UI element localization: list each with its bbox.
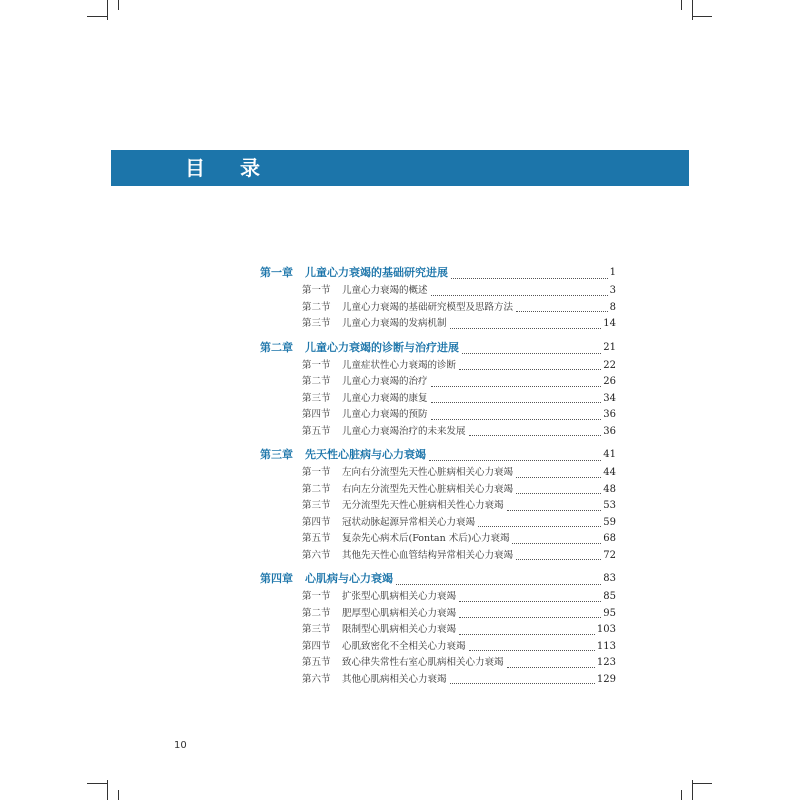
crop-mark-top-left-v2 xyxy=(118,0,119,10)
leader-dots xyxy=(478,526,601,527)
toc-section-entry[interactable] xyxy=(260,465,616,482)
crop-mark-top-left-h xyxy=(87,16,107,17)
section-number: 第四节 xyxy=(302,516,331,528)
toc-section-entry[interactable] xyxy=(260,589,616,606)
section-label xyxy=(302,606,456,623)
leader-dots xyxy=(459,601,601,602)
toc-section-entry[interactable] xyxy=(260,283,616,300)
section-page: 59 xyxy=(603,516,616,528)
leader-dots xyxy=(507,667,595,668)
section-title: 复杂先心病术后(Fontan 术后)心力衰竭 xyxy=(342,533,510,544)
leader-dots xyxy=(431,295,608,296)
leader-dots xyxy=(451,278,608,279)
section-page: 68 xyxy=(603,533,616,544)
leader-dots xyxy=(462,353,601,354)
section-label xyxy=(302,424,466,441)
leader-dots xyxy=(516,311,608,312)
leader-dots xyxy=(450,328,602,329)
crop-mark-bottom-left-v xyxy=(107,780,108,800)
section-number: 第一节 xyxy=(302,285,331,296)
section-title: 儿童心力衰竭的治疗 xyxy=(342,376,428,387)
section-number: 第二节 xyxy=(302,607,331,619)
section-number: 第一节 xyxy=(302,359,331,371)
chapter-title: 儿童心力衰竭的基础研究进展 xyxy=(305,266,448,279)
leader-dots xyxy=(396,584,601,585)
toc-chapter-entry[interactable] xyxy=(260,338,616,358)
section-number: 第二节 xyxy=(302,483,331,495)
section-number: 第五节 xyxy=(302,533,331,544)
crop-mark-top-left-v xyxy=(107,0,108,20)
section-label xyxy=(302,300,513,317)
section-page: 48 xyxy=(603,483,616,495)
leader-dots xyxy=(459,634,595,635)
table-of-contents xyxy=(260,263,616,688)
section-title: 儿童心力衰竭的发病机制 xyxy=(342,318,447,329)
chapter-number: 第一章 xyxy=(260,266,293,279)
chapter-page: 41 xyxy=(603,449,616,460)
section-number: 第三节 xyxy=(302,624,331,635)
crop-mark-bottom-left-h xyxy=(87,783,107,784)
toc-section-entry[interactable] xyxy=(260,424,616,441)
section-title: 肥厚型心肌病相关心力衰竭 xyxy=(342,607,457,619)
section-label xyxy=(302,391,428,408)
section-label xyxy=(302,622,456,639)
leader-dots xyxy=(516,477,601,478)
section-page: 14 xyxy=(603,318,616,329)
section-title: 其他先天性心血管结构异常相关心力衰竭 xyxy=(342,549,514,561)
section-page: 22 xyxy=(603,359,616,371)
leader-dots xyxy=(459,617,601,618)
section-page: 72 xyxy=(603,549,616,561)
section-label xyxy=(302,548,513,565)
section-title: 冠状动脉起源异常相关心力衰竭 xyxy=(342,516,476,528)
section-title: 其他心肌病相关心力衰竭 xyxy=(342,673,447,685)
crop-mark-top-right-v2 xyxy=(681,0,682,10)
page-number: 10 xyxy=(174,740,187,751)
leader-dots xyxy=(431,402,602,403)
section-label xyxy=(302,515,475,532)
toc-section-entry[interactable] xyxy=(260,498,616,515)
chapter-title: 儿童心力衰竭的诊断与治疗进展 xyxy=(305,340,459,354)
section-title: 儿童症状性心力衰竭的诊断 xyxy=(342,359,457,371)
chapter-label xyxy=(260,569,393,589)
crop-mark-bottom-right-v2 xyxy=(681,790,682,800)
section-title: 儿童心力衰竭的概述 xyxy=(342,285,428,296)
toc-section-entry[interactable] xyxy=(260,672,616,689)
section-number: 第一节 xyxy=(302,467,331,478)
crop-mark-top-right-v xyxy=(692,0,693,20)
leader-dots xyxy=(469,650,595,651)
section-label xyxy=(302,672,447,689)
section-label xyxy=(302,639,466,656)
leader-dots xyxy=(507,510,602,511)
section-label xyxy=(302,374,428,391)
section-title: 儿童心力衰竭治疗的未来发展 xyxy=(342,425,466,437)
chapter-title: 先天性心脏病与心力衰竭 xyxy=(305,448,426,461)
section-label xyxy=(302,482,513,499)
section-number: 第二节 xyxy=(302,301,331,313)
section-page: 123 xyxy=(596,657,616,668)
toc-section-entry[interactable] xyxy=(260,300,616,317)
leader-dots xyxy=(429,460,601,461)
toc-section-entry[interactable] xyxy=(260,639,616,656)
section-page: 3 xyxy=(609,285,616,296)
toc-section-entry[interactable] xyxy=(260,358,616,375)
section-label xyxy=(302,358,456,375)
section-page: 129 xyxy=(596,673,616,685)
section-page: 95 xyxy=(603,607,616,619)
section-label xyxy=(302,589,456,606)
toc-section-entry[interactable] xyxy=(260,374,616,391)
toc-section-entry[interactable] xyxy=(260,407,616,424)
leader-dots xyxy=(450,683,595,684)
section-title: 儿童心力衰竭的预防 xyxy=(342,409,428,420)
chapter-label xyxy=(260,338,459,358)
toc-section-entry[interactable] xyxy=(260,531,616,548)
chapter-number: 第四章 xyxy=(260,572,293,585)
section-title: 限制型心肌病相关心力衰竭 xyxy=(342,624,457,635)
chapter-label xyxy=(260,263,448,283)
chapter-page: 1 xyxy=(609,267,616,278)
section-label xyxy=(302,407,428,424)
chapter-number: 第二章 xyxy=(260,340,293,354)
leader-dots xyxy=(516,493,601,494)
toc-chapter-entry[interactable] xyxy=(260,263,616,283)
chapter-number: 第三章 xyxy=(260,448,293,461)
section-page: 113 xyxy=(596,640,616,652)
toc-section-entry[interactable] xyxy=(260,316,616,333)
section-number: 第四节 xyxy=(302,640,331,652)
toc-chapter-entry[interactable] xyxy=(260,445,616,465)
section-title: 儿童心力衰竭的康复 xyxy=(342,392,428,404)
leader-dots xyxy=(512,543,601,544)
toc-section-entry[interactable] xyxy=(260,391,616,408)
chapter-label xyxy=(260,445,426,465)
toc-section-entry[interactable] xyxy=(260,482,616,499)
toc-section-entry[interactable] xyxy=(260,622,616,639)
section-page: 103 xyxy=(596,624,616,635)
section-page: 8 xyxy=(609,301,616,313)
section-number: 第一节 xyxy=(302,591,331,602)
toc-section-entry[interactable] xyxy=(260,548,616,565)
section-title: 扩张型心肌病相关心力衰竭 xyxy=(342,591,457,602)
leader-dots xyxy=(431,419,602,420)
section-title: 致心律失常性右室心肌病相关心力衰竭 xyxy=(342,657,504,668)
crop-mark-bottom-left-v2 xyxy=(118,790,119,800)
toc-section-entry[interactable] xyxy=(260,515,616,532)
toc-chapter-entry[interactable] xyxy=(260,569,616,589)
section-number: 第三节 xyxy=(302,318,331,329)
section-number: 第二节 xyxy=(302,376,331,387)
section-page: 34 xyxy=(603,392,616,404)
section-number: 第三节 xyxy=(302,392,331,404)
section-number: 第六节 xyxy=(302,549,331,561)
section-label xyxy=(302,498,504,515)
section-page: 53 xyxy=(603,500,616,511)
section-page: 36 xyxy=(603,409,616,420)
section-page: 36 xyxy=(603,425,616,437)
section-number: 第四节 xyxy=(302,409,331,420)
crop-mark-top-right-h xyxy=(692,16,712,17)
section-title: 右向左分流型先天性心脏病相关心力衰竭 xyxy=(342,483,514,495)
section-title: 无分流型先天性心脏病相关性心力衰竭 xyxy=(342,500,504,511)
section-label xyxy=(302,531,509,548)
section-page: 26 xyxy=(603,376,616,387)
crop-mark-bottom-right-h xyxy=(692,783,712,784)
section-number: 第六节 xyxy=(302,673,331,685)
leader-dots xyxy=(431,386,602,387)
section-title: 左向右分流型先天性心脏病相关心力衰竭 xyxy=(342,467,514,478)
section-title: 心肌致密化不全相关心力衰竭 xyxy=(342,640,466,652)
section-number: 第五节 xyxy=(302,657,331,668)
chapter-title: 心肌病与心力衰竭 xyxy=(305,572,393,585)
toc-section-entry[interactable] xyxy=(260,655,616,672)
chapter-page: 83 xyxy=(603,573,616,584)
leader-dots xyxy=(469,435,602,436)
section-number: 第三节 xyxy=(302,500,331,511)
section-label xyxy=(302,655,504,672)
page-title: 目 录 xyxy=(185,156,274,180)
section-label xyxy=(302,465,513,482)
section-label xyxy=(302,316,447,333)
section-number: 第五节 xyxy=(302,425,331,437)
section-page: 85 xyxy=(603,591,616,602)
leader-dots xyxy=(516,559,601,560)
chapter-page: 21 xyxy=(603,341,616,353)
section-page: 44 xyxy=(603,467,616,478)
section-title: 儿童心力衰竭的基础研究模型及思路方法 xyxy=(342,301,514,313)
leader-dots xyxy=(459,369,601,370)
section-label xyxy=(302,283,428,300)
toc-section-entry[interactable] xyxy=(260,606,616,623)
